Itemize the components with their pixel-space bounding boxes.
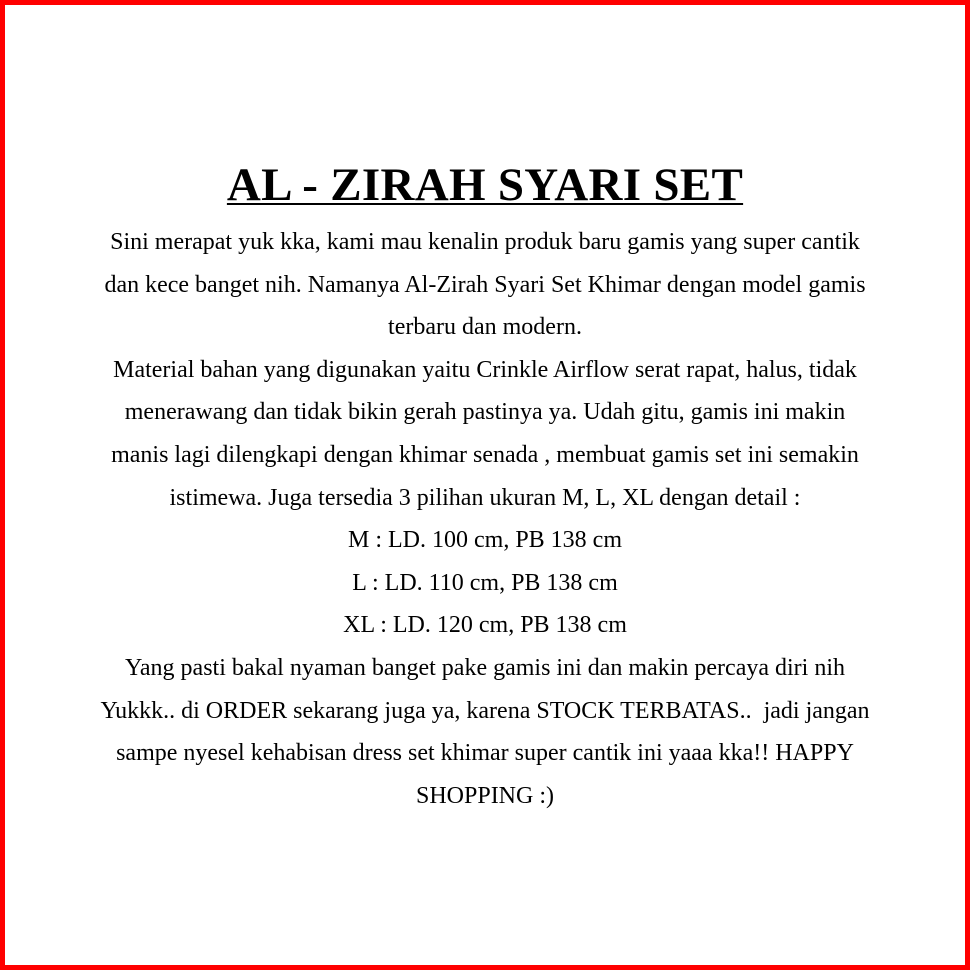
- intro-paragraph: [21, 221, 949, 349]
- size-xl-detail: XL : LD. 120 cm, PB 138 cm: [343, 612, 627, 639]
- text-line: dan kece banget nih. Namanya Al-Zirah Syari Set Khimar dengan model gamis: [104, 271, 866, 298]
- material-paragraph: [21, 349, 949, 519]
- page-title: AL - ZIRAH SYARI SET: [226, 159, 744, 211]
- text-line: terbaru dan modern.: [388, 314, 582, 341]
- text-line: sampe nyesel kehabisan dress set khimar super cantik ini yaaa kka!! HAPPY: [116, 740, 854, 767]
- size-list: [21, 519, 949, 647]
- description-body: [21, 221, 949, 817]
- text-line: Sini merapat yuk kka, kami mau kenalin produk baru gamis yang super cantik: [110, 229, 860, 255]
- text-line: istimewa. Juga tersedia 3 pilihan ukuran M, L, XL dengan detail :: [169, 484, 801, 511]
- text-line: Yang pasti bakal nyaman banget pake gamis ini dan makin percaya diri nih: [124, 654, 846, 681]
- text-line: SHOPPING :): [415, 782, 555, 809]
- size-l-detail: L : LD. 110 cm, PB 138 cm: [352, 569, 618, 596]
- description-content: [21, 155, 949, 817]
- text-line: menerawang dan tidak bikin gerah pastinya ya. Udah gitu, gamis ini makin: [124, 399, 846, 426]
- size-m-detail: M : LD. 100 cm, PB 138 cm: [348, 527, 622, 554]
- closing-paragraph: [21, 647, 949, 817]
- text-line: manis lagi dilengkapi dengan khimar senada , membuat gamis set ini semakin: [111, 441, 859, 468]
- text-line: Yukkk.. di ORDER sekarang juga ya, karena STOCK TERBATAS.. jadi jangan: [100, 697, 870, 724]
- text-line: Material bahan yang digunakan yaitu Crinkle Airflow serat rapat, halus, tidak: [113, 356, 857, 383]
